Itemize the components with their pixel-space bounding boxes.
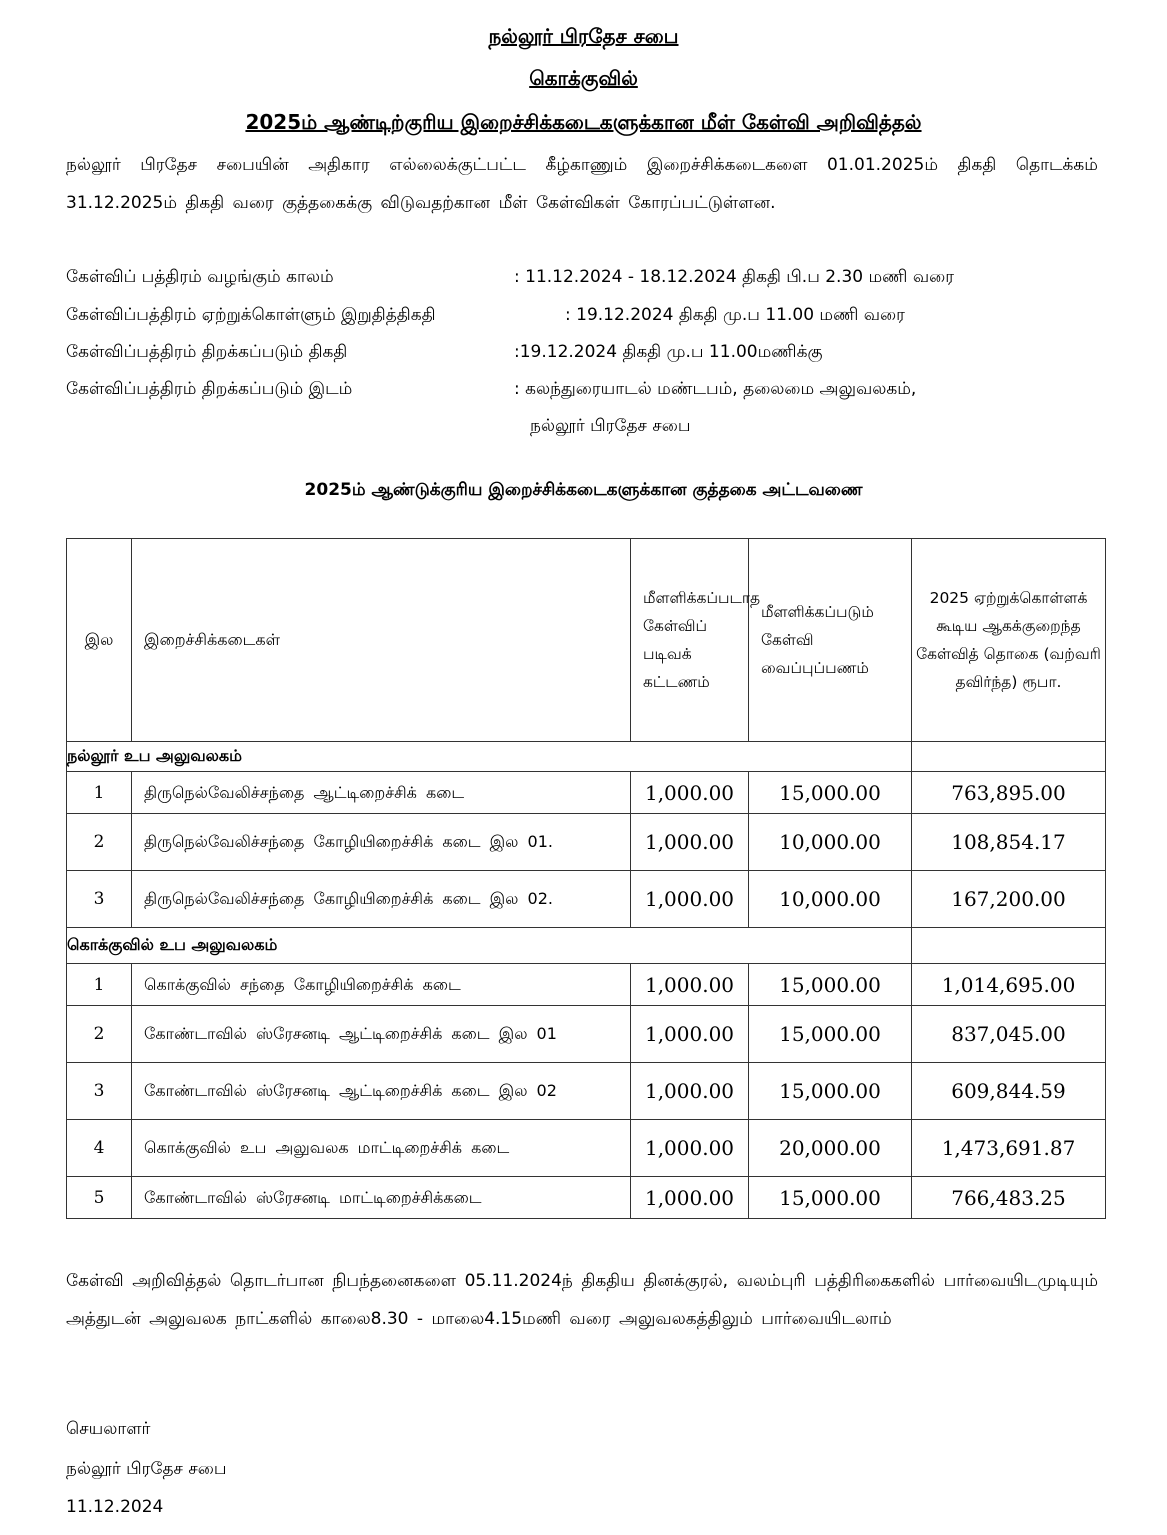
deposit: 10,000.00 [749,871,912,928]
council-name-heading: நல்லூர் பிரதேச சபை [488,24,679,48]
minimum-bid: 108,854.17 [912,814,1106,871]
deposit: 20,000.00 [749,1120,912,1177]
shop-name: திருநெல்வேலிச்சந்தை கோழியிறைச்சிக் கடை இல 02. [132,871,631,928]
shop-name: கோண்டாவில் ஸ்ரேசனடி ஆட்டிறைச்சிக் கடை இல 02 [132,1063,631,1120]
table-row [67,1120,1106,1177]
header-number: இல [67,539,132,742]
header-minimum-bid: 2025 ஏற்றுக்கொள்ளக் கூடிய ஆகக்குறைந்த கேள்வித் தொகை (வற்வரி தவிர்ந்த) ரூபா. [912,539,1106,742]
minimum-bid: 763,895.00 [912,772,1106,814]
signatory-title: செயலாளர் [66,1419,151,1439]
section-header-row [67,928,1106,964]
signature-date: 11.12.2024 [66,1497,164,1517]
table-row [67,871,1106,928]
row-number: 4 [67,1120,132,1177]
intro-paragraph: நல்லூர் பிரதேச சபையின் அதிகார எல்லைக்குட்பட்ட கீழ்காணும் இறைச்சிக்கடைகளை 01.01.2025ம் திகதி தொடக்கம் 31.12.2025ம் திகதி வரை குத்தகைக்கு விடுவதற்கான மீள் கேள்விகள் கோரப்பட்டுள்ளன. [66,155,1098,213]
section-blank-cell [912,928,1106,964]
schedule-label-issue: கேள்விப் பத்திரம் வழங்கும் காலம் [66,267,334,287]
form-fee: 1,000.00 [631,772,749,814]
form-fee: 1,000.00 [631,871,749,928]
table-row [67,1177,1106,1219]
shop-name: கோண்டாவில் ஸ்ரேசனடி ஆட்டிறைச்சிக் கடை இல 01 [132,1006,631,1063]
minimum-bid: 167,200.00 [912,871,1106,928]
form-fee: 1,000.00 [631,1120,749,1177]
lease-schedule-table [66,538,1106,1219]
row-number: 3 [67,1063,132,1120]
minimum-bid: 837,045.00 [912,1006,1106,1063]
minimum-bid: 1,473,691.87 [912,1120,1106,1177]
deposit: 15,000.00 [749,1063,912,1120]
schedule-value-deadline: : 19.12.2024 திகதி மு.ப 11.00 மணி வரை [565,305,905,325]
shop-name: திருநெல்வேலிச்சந்தை ஆட்டிறைச்சிக் கடை [132,772,631,814]
form-fee: 1,000.00 [631,1177,749,1219]
schedule-label-opening-date: கேள்விப்பத்திரம் திறக்கப்படும் திகதி [66,342,348,362]
table-title: 2025ம் ஆண்டுக்குரிய இறைச்சிக்கடைகளுக்கான குத்தகை அட்டவணை [304,480,863,500]
table-row [67,1063,1106,1120]
shop-name: திருநெல்வேலிச்சந்தை கோழியிறைச்சிக் கடை இல 01. [132,814,631,871]
header-deposit: மீளளிக்கப்படும் கேள்வி வைப்புப்பணம் [749,539,912,742]
minimum-bid: 766,483.25 [912,1177,1106,1219]
schedule-label-deadline: கேள்விப்பத்திரம் ஏற்றுக்கொள்ளும் இறுதித்திகதி [66,305,436,325]
signatory-organization: நல்லூர் பிரதேச சபை [66,1459,227,1479]
form-fee: 1,000.00 [631,964,749,1006]
deposit: 15,000.00 [749,1006,912,1063]
table-row [67,1006,1106,1063]
schedule-value-opening-venue-line2: நல்லூர் பிரதேச சபை [530,416,691,436]
section-blank-cell [912,742,1106,772]
table-header-row [67,539,1106,742]
closing-paragraph: கேள்வி அறிவித்தல் தொடர்பான நிபந்தனைகளை 05.11.2024ந் திகதிய தினக்குரல், வலம்புரி பத்திரிகைகளில் பார்வையிடமுடியும் அத்துடன் அலுவலக நாட்களில் காலை8.30 - மாலை4.15மணி வரை அலுவலகத்திலும் பார்வையிடலாம் [66,1271,1098,1329]
row-number: 1 [67,964,132,1006]
notice-title: 2025ம் ஆண்டிற்குரிய இறைச்சிக்கடைகளுக்கான மீள் கேள்வி அறிவித்தல் [245,110,922,134]
row-number: 2 [67,814,132,871]
schedule-label-opening-venue: கேள்விப்பத்திரம் திறக்கப்படும் இடம் [66,379,353,399]
deposit: 15,000.00 [749,1177,912,1219]
form-fee: 1,000.00 [631,814,749,871]
deposit: 10,000.00 [749,814,912,871]
shop-name: கொக்குவில் சந்தை கோழியிறைச்சிக் கடை [132,964,631,1006]
section-header-row [67,742,1106,772]
header-shop-name: இறைச்சிக்கடைகள் [132,539,631,742]
header-form-fee: மீளளிக்கப்படாத கேள்விப் படிவக் கட்டணம் [631,539,749,742]
shop-name: கோண்டாவில் ஸ்ரேசனடி மாட்டிறைச்சிக்கடை [132,1177,631,1219]
minimum-bid: 609,844.59 [912,1063,1106,1120]
row-number: 5 [67,1177,132,1219]
schedule-value-issue: : 11.12.2024 - 18.12.2024 திகதி பி.ப 2.30 மணி வரை [514,267,955,287]
row-number: 1 [67,772,132,814]
shop-name: கொக்குவில் உப அலுவலக மாட்டிறைச்சிக் கடை [132,1120,631,1177]
row-number: 2 [67,1006,132,1063]
deposit: 15,000.00 [749,964,912,1006]
form-fee: 1,000.00 [631,1063,749,1120]
form-fee: 1,000.00 [631,1006,749,1063]
schedule-value-opening-venue: : கலந்துரையாடல் மண்டபம், தலைமை அலுவலகம், [514,379,917,399]
table-row [67,814,1106,871]
row-number: 3 [67,871,132,928]
minimum-bid: 1,014,695.00 [912,964,1106,1006]
location-heading: கொக்குவில் [529,66,638,90]
table-row [67,964,1106,1006]
deposit: 15,000.00 [749,772,912,814]
schedule-value-opening-date: :19.12.2024 திகதி மு.ப 11.00மணிக்கு [514,342,823,362]
section-title: நல்லூர் உப அலுவலகம் [67,742,912,772]
table-row [67,772,1106,814]
section-title: கொக்குவில் உப அலுவலகம் [67,928,912,964]
